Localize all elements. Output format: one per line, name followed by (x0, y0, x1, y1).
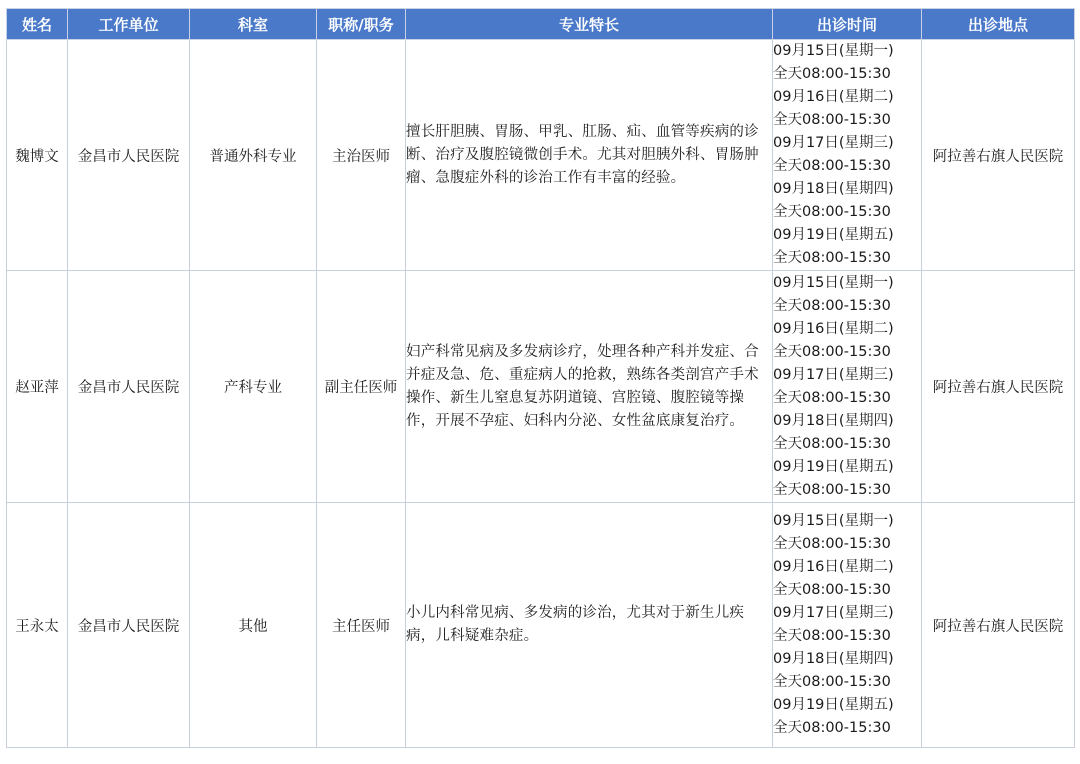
schedule-line: 全天08:00-15:30 (773, 250, 891, 266)
clinic-location: 阿拉善右旗人民医院 (922, 40, 1075, 271)
job-title: 副主任医师 (317, 271, 406, 503)
schedule-line: 09月17日(星期三) (773, 605, 894, 621)
schedule-line: 全天08:00-15:30 (773, 674, 891, 690)
clinic-location: 阿拉善右旗人民医院 (922, 271, 1075, 503)
header-unit: 工作单位 (68, 9, 190, 40)
header-specialty: 专业特长 (406, 9, 773, 40)
header-dept: 科室 (190, 9, 317, 40)
schedule-line: 09月15日(星期一) (773, 513, 894, 529)
schedule-line: 09月18日(星期四) (773, 651, 894, 667)
schedule-line: 全天08:00-15:30 (773, 582, 891, 598)
work-unit: 金昌市人民医院 (68, 271, 190, 503)
specialty: 擅长肝胆胰、胃肠、甲乳、肛肠、疝、血管等疾病的诊断、治疗及腹腔镜微创手术。尤其对胆胰外科、胃肠肿瘤、急腹症外科的诊治工作有丰富的经验。 (406, 40, 773, 271)
schedule-line: 09月18日(星期四) (773, 412, 894, 429)
department: 其他 (190, 503, 317, 748)
schedule-line: 全天08:00-15:30 (773, 628, 891, 644)
schedule (773, 40, 922, 271)
schedule-line: 全天08:00-15:30 (773, 66, 891, 82)
doctor-schedule-table (6, 8, 1075, 748)
schedule-line: 全天08:00-15:30 (773, 720, 891, 736)
department: 普通外科专业 (190, 40, 317, 271)
doctor-name: 王永太 (7, 503, 68, 748)
schedule-line: 全天08:00-15:30 (773, 343, 891, 360)
doctor-name: 赵亚萍 (7, 271, 68, 503)
table-header-row (7, 9, 1075, 40)
work-unit: 金昌市人民医院 (68, 503, 190, 748)
schedule-line: 全天08:00-15:30 (773, 481, 891, 498)
clinic-location: 阿拉善右旗人民医院 (922, 503, 1075, 748)
schedule-line: 09月19日(星期五) (773, 458, 894, 475)
schedule-line: 09月16日(星期二) (773, 320, 894, 337)
schedule-line: 全天08:00-15:30 (773, 536, 891, 552)
schedule-line: 全天08:00-15:30 (773, 112, 891, 128)
table-row (7, 271, 1075, 503)
table-row (7, 40, 1075, 271)
header-location: 出诊地点 (922, 9, 1075, 40)
schedule-line: 全天08:00-15:30 (773, 158, 891, 174)
specialty: 小儿内科常见病、多发病的诊治，尤其对于新生儿疾病，儿科疑难杂症。 (406, 503, 773, 748)
work-unit: 金昌市人民医院 (68, 40, 190, 271)
doctor-name: 魏博文 (7, 40, 68, 271)
schedule-line: 全天08:00-15:30 (773, 204, 891, 220)
schedule (773, 503, 922, 748)
header-title: 职称/职务 (317, 9, 406, 40)
job-title: 主治医师 (317, 40, 406, 271)
schedule-line: 09月16日(星期二) (773, 89, 894, 105)
schedule (773, 271, 922, 503)
schedule-line: 09月15日(星期一) (773, 43, 894, 59)
header-name: 姓名 (7, 9, 68, 40)
schedule-line: 09月16日(星期二) (773, 559, 894, 575)
schedule-line: 09月17日(星期三) (773, 366, 894, 383)
schedule-line: 09月18日(星期四) (773, 181, 894, 197)
schedule-line: 09月19日(星期五) (773, 227, 894, 243)
specialty: 妇产科常见病及多发病诊疗，处理各种产科并发症、合并症及急、危、重症病人的抢救，熟练各类剖宫产手术操作、新生儿窒息复苏阴道镜、宫腔镜、腹腔镜等操作，开展不孕症、妇科内分泌、女性盆底康复治疗。 (406, 271, 773, 503)
schedule-line: 09月15日(星期一) (773, 274, 894, 291)
schedule-line: 09月17日(星期三) (773, 135, 894, 151)
schedule-line: 全天08:00-15:30 (773, 435, 891, 452)
schedule-line: 09月19日(星期五) (773, 697, 894, 713)
job-title: 主任医师 (317, 503, 406, 748)
schedule-line: 全天08:00-15:30 (773, 389, 891, 406)
department: 产科专业 (190, 271, 317, 503)
header-time: 出诊时间 (773, 9, 922, 40)
table-row (7, 503, 1075, 748)
schedule-line: 全天08:00-15:30 (773, 297, 891, 314)
